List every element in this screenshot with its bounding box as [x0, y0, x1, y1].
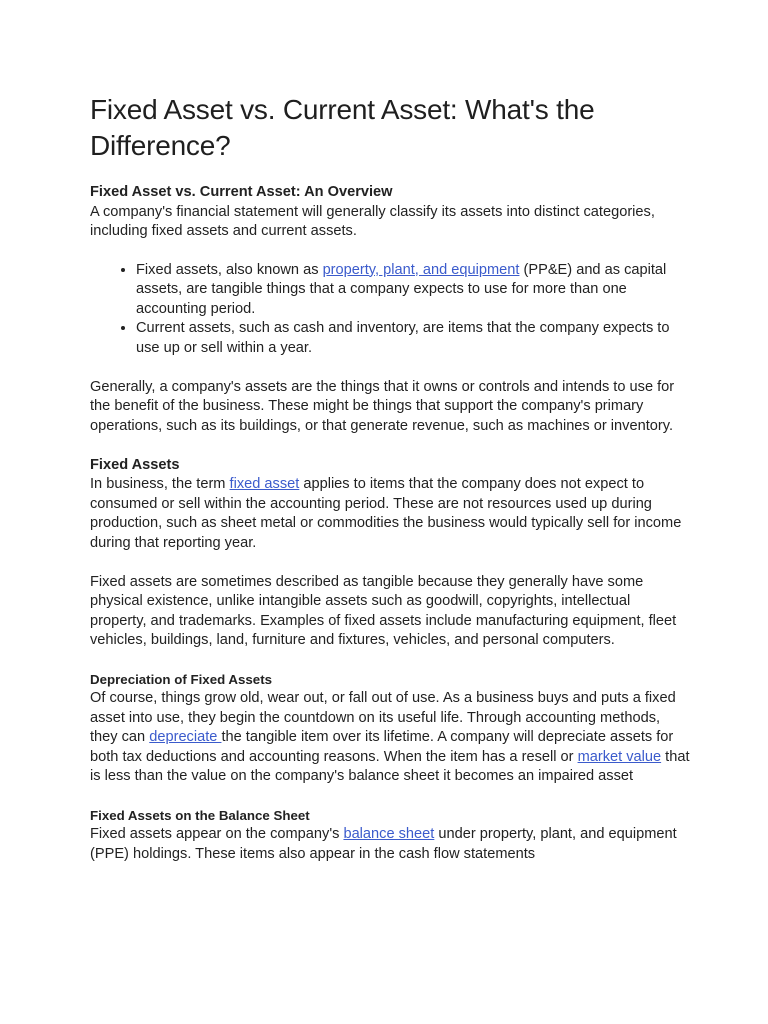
paragraph-text: applies to items that the company does not expect to consumed or sell within the accounting period. These are not resources used up during production, such as sheet metal or commodities the business would typically sell for income during that reporting year. [90, 476, 682, 551]
balance-sheet-heading: Fixed Assets on the Balance Sheet [90, 808, 310, 823]
paragraph-text: Fixed assets appear on the company's [90, 826, 344, 842]
depreciation-heading: Depreciation of Fixed Assets [90, 672, 273, 687]
ppe-link[interactable]: property, plant, and equipment [322, 261, 520, 278]
overview-intro: A company's financial statement will generally classify its assets into distinct categories, including fixed assets and current assets. [90, 203, 655, 239]
overview-bullet-list [90, 261, 690, 359]
depreciation-paragraph [90, 689, 690, 787]
fixed-asset-link[interactable]: fixed asset [229, 476, 300, 492]
depreciate-link[interactable]: depreciate [149, 729, 222, 745]
balance-sheet-paragraph [90, 825, 690, 864]
page-title: Fixed Asset vs. Current Asset: What's the Difference? [90, 94, 595, 161]
list-item [136, 319, 690, 358]
bullet-text: (PP&E) and as capital assets, are tangible things that a company expects to use for more than one accounting period. [136, 261, 667, 317]
article-body [90, 92, 690, 864]
list-item [136, 261, 690, 320]
paragraph-text: the tangible item over its lifetime. A company will depreciate assets for both tax deductions and accounting reasons. When the item has a resell or [90, 729, 674, 765]
fixed-assets-paragraph-1 [90, 475, 690, 553]
fixed-assets-paragraph-2: Fixed assets are sometimes described as tangible because they generally have some physical existence, unlike intangible assets such as goodwill, copyrights, intellectual property, and trademarks. Examples of fixed assets include manufacturing equipment, fleet vehicles, buildings, land, furniture and fixtures, vehicles, and personal computers. [90, 573, 677, 648]
overview-heading: Fixed Asset vs. Current Asset: An Overview [90, 184, 393, 200]
paragraph-text: under property, plant, and equipment (PPE) holdings. These items also appear in the cash flow statements [90, 826, 677, 862]
market-value-link[interactable]: market value [577, 748, 662, 765]
bullet-text: Current assets, such as cash and inventory, are items that the company expects to use up or sell within a year. [136, 320, 670, 356]
bullet-text: Fixed assets, also known as [136, 261, 323, 278]
paragraph-text: Of course, things grow old, wear out, or fall out of use. As a business buys and puts a fixed asset into use, they begin the countdown on its useful life. Through accounting methods, they can [90, 690, 676, 745]
paragraph-text: In business, the term [90, 476, 230, 492]
overview-general-paragraph: Generally, a company's assets are the things that it owns or controls and intends to use for the benefit of the business. These might be things that support the company's primary operations, such as its buildings, or that generate revenue, such as machines or inventory. [90, 378, 675, 434]
fixed-assets-heading: Fixed Assets [90, 456, 180, 473]
paragraph-text: that is less than the value on the company's balance sheet it becomes an impaired asset [90, 748, 690, 784]
balance-sheet-link[interactable]: balance sheet [343, 826, 435, 842]
